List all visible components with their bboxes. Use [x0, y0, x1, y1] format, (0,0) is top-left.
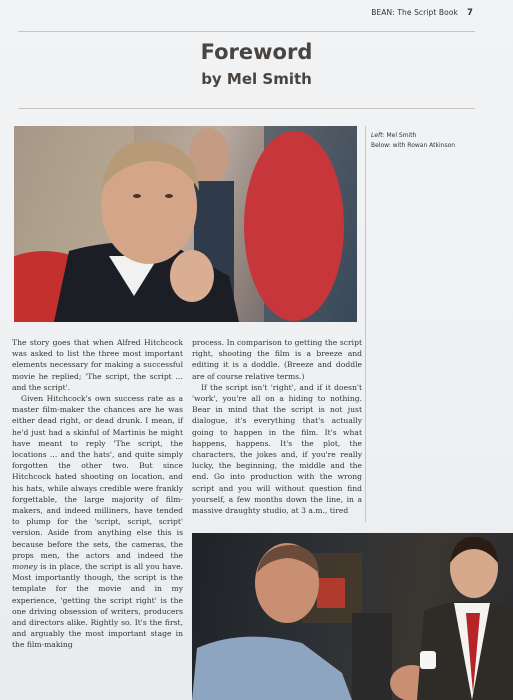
caption-left-text: Mel Smith	[386, 132, 417, 139]
body-column-2	[192, 337, 362, 516]
caption-divider	[365, 126, 366, 522]
page-title: Foreword	[200, 40, 313, 64]
top-divider	[18, 31, 475, 32]
caption-below-text: Below: with Rowan Atkinson	[371, 142, 456, 149]
caption-left-label: Left:	[371, 132, 385, 139]
page-number: 7	[466, 8, 473, 18]
mel-smith-photo	[14, 126, 357, 322]
running-title: BEAN: The Script Book	[371, 8, 458, 17]
body-column-1	[12, 337, 183, 651]
page-subtitle: by Mel Smith	[201, 70, 312, 88]
mel-smith-photo-illustration	[14, 126, 357, 322]
rowan-atkinson-photo	[192, 533, 513, 700]
column2-paragraph-2: If the script isn't 'right', and if it doesn't 'work', you're all on a hiding to nothing. Bear in mind that the script is not just dialogue, it's everything that's actually going to happen in the film. It's what happens, happens. It's the plot, the characters, the jokes and, if you're really lucky, the beginning, the middle and the end. Go into production with the wrong script and you will without question find yourself, a few months down the line, in a massive draughty studio, at 3 a.m., tired	[192, 382, 362, 516]
photo-caption	[371, 131, 491, 151]
title-divider	[18, 108, 475, 109]
column1-paragraph-2: Given Hitchcock's own success rate as a master film-maker the chances are he was either dead right, or dead drunk. I mean, if he'd just had a skinful of Martinis he might have meant to reply 'The script, the locations … and the hats', and quite simply forgotten the other two. But since Hitchcock hated shooting on location, and his hats, while always credible were frankly forgettable, the large majority of film-makers, and indeed milliners, have tended to plump for the 'script, script, script' version. Aside from anything else this is because before the sets, the cameras, the props men, the actors and indeed the money is in place, the script is all you have. Most importantly though, the script is the template for the movie and in my experience, 'getting the script right' is the one driving obsession of writers, producers and directors alike. Rightly so. It's the first, and arguably the most important stage in the film-making	[12, 394, 183, 650]
rowan-atkinson-photo-illustration	[192, 533, 513, 700]
running-header	[371, 8, 473, 18]
column1-paragraph-1: The story goes that when Alfred Hitchcock was asked to list the three most important elements necessary for making a successful movie he replied; 'The script, the script … and the script'.	[12, 338, 183, 392]
column2-paragraph-1: process. In comparison to getting the script right, shooting the film is a breeze and editing it is a doddle. (Breeze and doddle are of course relative terms.)	[192, 338, 362, 381]
